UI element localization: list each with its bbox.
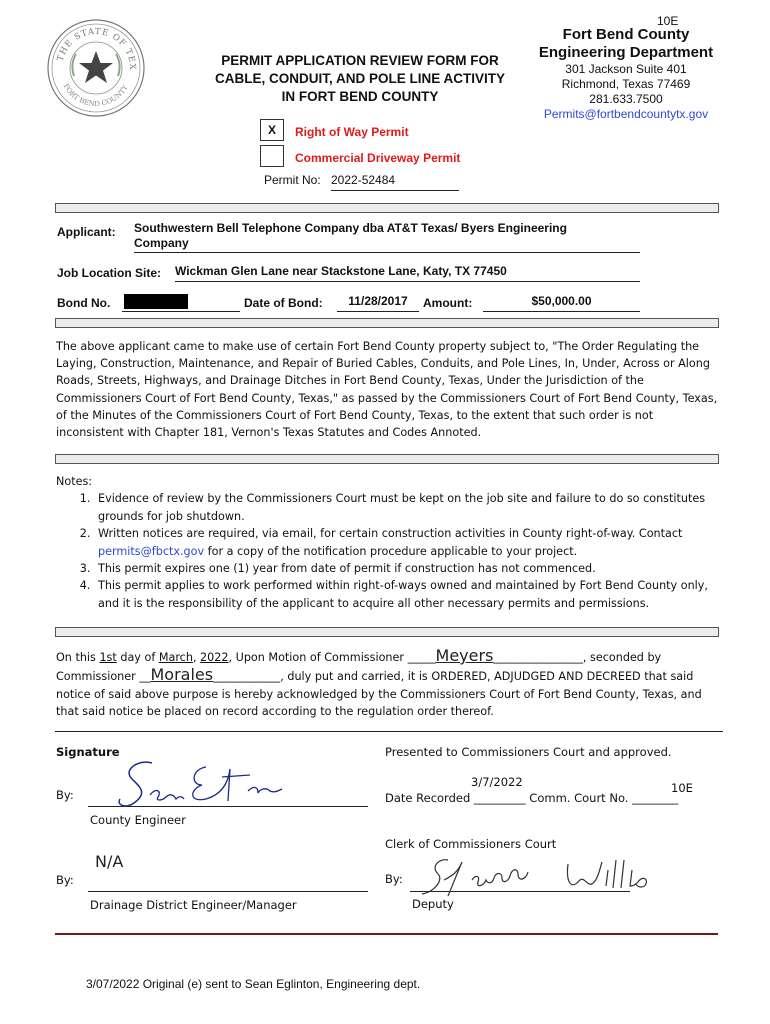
note-item-2 (94, 525, 746, 560)
note-text: grounds for job shutdown. (98, 509, 245, 523)
motion-text: , (192, 651, 201, 664)
note-text: and it is the responsibility of the applicant to acquire all other necessary permits and permissions. (98, 596, 650, 610)
motion-text: , Upon Motion of Commissioner (228, 651, 408, 664)
department-block (530, 26, 722, 122)
by-label-1: By: (56, 788, 74, 802)
svg-text:THE STATE OF TEXAS (46, 18, 137, 71)
svg-text:FORT BEND COUNTY (62, 82, 130, 108)
order-paragraph (56, 338, 736, 441)
notes-title: Notes: (56, 475, 93, 488)
paragraph-line: Laying, Construction, Maintenance, and Repair of Buried Cables, Conduits, and Pole Lines, In, Under, Across or Along (56, 357, 710, 371)
paragraph-line: inconsistent with Chapter 181, Vernon's Texas Statutes and Codes Annoted. (56, 426, 482, 440)
motion-blank: ________________ (493, 651, 583, 664)
clerk-signature-icon (418, 850, 668, 902)
footer-note: 3/07/2022 Original (e) sent to Sean Eglinton, Engineering dept. (86, 977, 421, 991)
amount-value: $50,000.00 (531, 294, 592, 308)
bottom-divider (55, 933, 718, 935)
signature-heading: Signature (56, 745, 120, 759)
clerk-label: Clerk of Commissioners Court (385, 837, 557, 851)
motion-line-2 (56, 666, 746, 685)
applicant-value-line-1: Southwestern Bell Telephone Company dba AT&T Texas/ Byers Engineering (134, 221, 567, 235)
motion-month: March (158, 651, 193, 664)
permit-no-label: Permit No: (264, 173, 321, 187)
note-text: Evidence of review by the Commissioners Court must be kept on the job site and failure to do so constitutes (98, 492, 706, 506)
amount-label: Amount: (423, 296, 473, 310)
county-engineer-signature-icon (110, 755, 290, 813)
section-bar-1 (55, 203, 719, 213)
motion-blank: _____ (407, 651, 436, 664)
section-bar-3 (55, 454, 719, 464)
applicant-value-line-2: Company (134, 236, 189, 250)
applicant-field[interactable] (134, 221, 640, 253)
note-text: for a copy of the notification procedure applicable to your project. (204, 544, 578, 558)
job-location-value: Wickman Glen Lane near Stackstone Lane, Katy, TX 77450 (175, 264, 507, 278)
divider-line (55, 731, 723, 732)
dept-address-1: 301 Jackson Suite 401 (565, 62, 687, 76)
motion-day: 1st (99, 651, 117, 664)
bond-no-field[interactable] (122, 294, 240, 312)
motion-paragraph (56, 647, 746, 721)
job-location-label: Job Location Site: (57, 266, 162, 280)
dept-email-link[interactable]: Permits@fortbendcountytx.gov (543, 107, 709, 121)
paragraph-line: Roads, Streets, Highways, and Drainage Ditches in Fort Bend County, Texas, Under the Jurisdiction of the (56, 374, 644, 388)
permits-email-link[interactable]: permits@fbctx.gov (98, 544, 205, 558)
drainage-engineer-label: Drainage District Engineer/Manager (90, 898, 297, 912)
commercial-driveway-checkbox[interactable] (260, 145, 284, 167)
note-item-1 (94, 490, 746, 525)
permit-no-field[interactable] (331, 173, 459, 191)
motion-blank: __ (139, 670, 151, 684)
form-title-line-3: IN FORT BEND COUNTY (281, 89, 439, 104)
commissioner-second-name: Morales (150, 665, 214, 685)
right-of-way-label: Right of Way Permit (295, 125, 409, 139)
section-bar-2 (55, 318, 719, 328)
county-seal (46, 18, 146, 118)
commissioner-motion-name: Meyers (435, 646, 494, 665)
date-recorded-line: Date Recorded _________ Comm. Court No. ________ (385, 791, 679, 805)
by-label-3: By: (385, 872, 403, 886)
motion-text: , seconded by (582, 651, 662, 664)
seal-top-text: THE STATE OF TEX (55, 26, 138, 71)
seal-bottom-text: FORT BEND COUNTY (61, 82, 130, 109)
presented-text: Presented to Commissioners Court and approved. (385, 745, 672, 759)
deputy-label: Deputy (412, 897, 454, 911)
paragraph-line: Commissioners Court of Fort Bend County, Texas," as passed by the Commissioners Court of Fort Bend County, Texas, (56, 391, 718, 405)
job-location-field[interactable] (175, 264, 640, 282)
motion-line-4: that said notice be placed on record according to the regulation order thereof. (56, 705, 494, 719)
bond-date-value: 11/28/2017 (348, 294, 408, 308)
motion-line-1 (56, 647, 746, 666)
county-engineer-label: County Engineer (90, 813, 186, 827)
right-of-way-checkbox[interactable]: X (260, 119, 284, 141)
comm-court-no-value: 10E (671, 781, 693, 795)
motion-blank: ____________ (213, 670, 281, 684)
form-title-line-2: CABLE, CONDUIT, AND POLE LINE ACTIVITY (214, 71, 505, 86)
section-bar-4 (55, 627, 719, 637)
applicant-label: Applicant: (57, 225, 116, 239)
by-label-2: By: (56, 873, 74, 887)
date-recorded-value: 3/7/2022 (471, 775, 523, 789)
motion-year: 2022 (200, 651, 229, 664)
motion-line-3: notice of said above purpose is hereby acknowledged by the Commissioners Court of Fort Bend County, Texas, and (56, 687, 702, 701)
dept-address-2: Richmond, Texas 77469 (561, 77, 691, 91)
amount-field[interactable] (483, 294, 640, 312)
motion-text: day of (116, 651, 159, 664)
bond-no-label: Bond No. (57, 296, 111, 310)
notes-section (56, 473, 746, 612)
form-title-line-1: PERMIT APPLICATION REVIEW FORM FOR (221, 53, 499, 68)
paragraph-line: The above applicant came to make use of certain Fort Bend County property subject to, "The Order Regulating the (56, 340, 700, 353)
na-text: N/A (95, 852, 124, 871)
permit-no-value: 2022-52484 (331, 173, 396, 187)
note-text: This permit expires one (1) year from date of permit if construction has not commenced. (98, 562, 596, 576)
dept-name-1: Fort Bend County (562, 26, 690, 43)
paragraph-line: of the Minutes of the Commissioners Court of Fort Bend County, Texas, to the extent that such order is not (56, 408, 654, 422)
dept-name-2: Engineering Department (538, 44, 714, 61)
note-text: Written notices are required, via email, for certain construction activities in County right-of-way. Contact (98, 527, 683, 541)
agenda-item: 10E (657, 14, 679, 28)
motion-text: On this (56, 651, 100, 664)
dept-phone: 281.633.7500 (589, 92, 663, 106)
motion-text: Commissioner (56, 670, 140, 684)
redaction-block (124, 294, 188, 309)
note-item-3 (94, 560, 746, 577)
note-item-4 (94, 577, 746, 612)
bond-date-field[interactable] (337, 294, 419, 312)
form-title (190, 52, 530, 106)
note-text: This permit applies to work performed within right-of-ways owned and maintained by Fort Bend County only, (98, 579, 708, 593)
commercial-driveway-label: Commercial Driveway Permit (295, 151, 461, 165)
bond-date-label: Date of Bond: (244, 296, 323, 310)
drainage-engineer-signature-line[interactable] (88, 891, 368, 892)
motion-text: , duly put and carried, it is ORDERED, ADJUDGED AND DECREED that said (280, 670, 694, 684)
seal-icon (46, 18, 146, 118)
